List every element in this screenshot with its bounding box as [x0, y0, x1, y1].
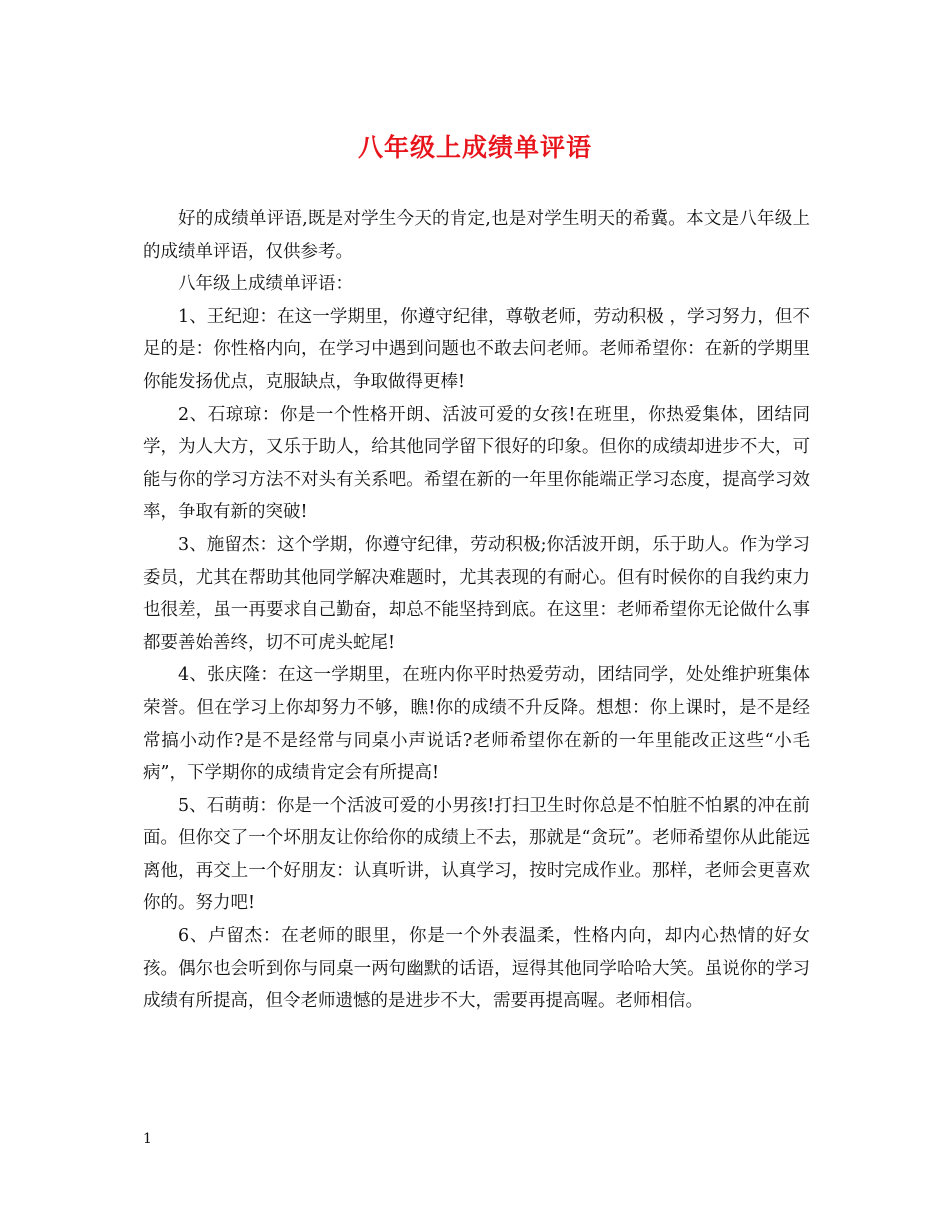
- comment-paragraph-1: 1、王纪迎：在这一学期里，你遵守纪律，尊敬老师，劳动积极 ，学习努力，但不足的是：你性格内向，在学习中遇到问题也不敢去问老师。老师希望你：在新的学期里你能发扬优点，克服缺点，争取做得更棒!: [143, 306, 810, 392]
- comment-paragraph-3: 3、施留杰：这个学期，你遵守纪律，劳动积极;你活波开朗，乐于助人。作为学习委员，尤其在帮助其他同学解决难题时，尤其表现的有耐心。但有时候你的自我约束力也很差，虽一再要求自己勤奋，却总不能坚持到底。在这里：老师希望你无论做什么事都要善始善终，切不可虎头蛇尾!: [143, 534, 810, 653]
- section-heading: 八年级上成绩单评语：: [178, 274, 353, 295]
- page-number: 1: [143, 1131, 152, 1147]
- comment-paragraph-6: 6、卢留杰：在老师的眼里，你是一个外表温柔，性格内向，却内心热情的好女孩。偶尔也会听到你与同桌一两句幽默的话语，逗得其他同学哈哈大笑。虽说你的学习成绩有所提高，但令老师遗憾的是进步不大，需要再提高喔。老师相信。: [143, 926, 810, 1012]
- document-title: 八年级上成绩单评语: [357, 133, 592, 162]
- comment-paragraph-5: 5、石萌萌：你是一个活波可爱的小男孩!打扫卫生时你总是不怕脏不怕累的冲在前面。但你交了一个坏朋友让你给你的成绩上不去，那就是“贪玩”。老师希望你从此能远离他，再交上一个好朋友：认真听讲，认真学习，按时完成作业。那样，老师会更喜欢你的。努力吧!: [143, 795, 810, 914]
- comment-paragraph-2: 2、石琼琼：你是一个性格开朗、活波可爱的女孩!在班里，你热爱集体，团结同学，为人大方，又乐于助人，给其他同学留下很好的印象。但你的成绩却进步不大，可能与你的学习方法不对头有关系吧。希望在新的一年里你能端正学习态度，提高学习效率，争取有新的突破!: [143, 404, 810, 523]
- comment-paragraph-4: 4、张庆隆：在这一学期里，在班内你平时热爱劳动，团结同学，处处维护班集体荣誉。但在学习上你却努力不够，瞧!你的成绩不升反降。想想：你上课时，是不是经常搞小动作?是不是经常与同桌小声说话?老师希望你在新的一年里能改正这些“小毛病”，下学期你的成绩肯定会有所提高!: [143, 665, 810, 784]
- document-body: [143, 203, 810, 1018]
- intro-paragraph: 好的成绩单评语,既是对学生今天的肯定,也是对学生明天的希冀。本文是八年级上的成绩单评语，仅供参考。: [143, 209, 810, 262]
